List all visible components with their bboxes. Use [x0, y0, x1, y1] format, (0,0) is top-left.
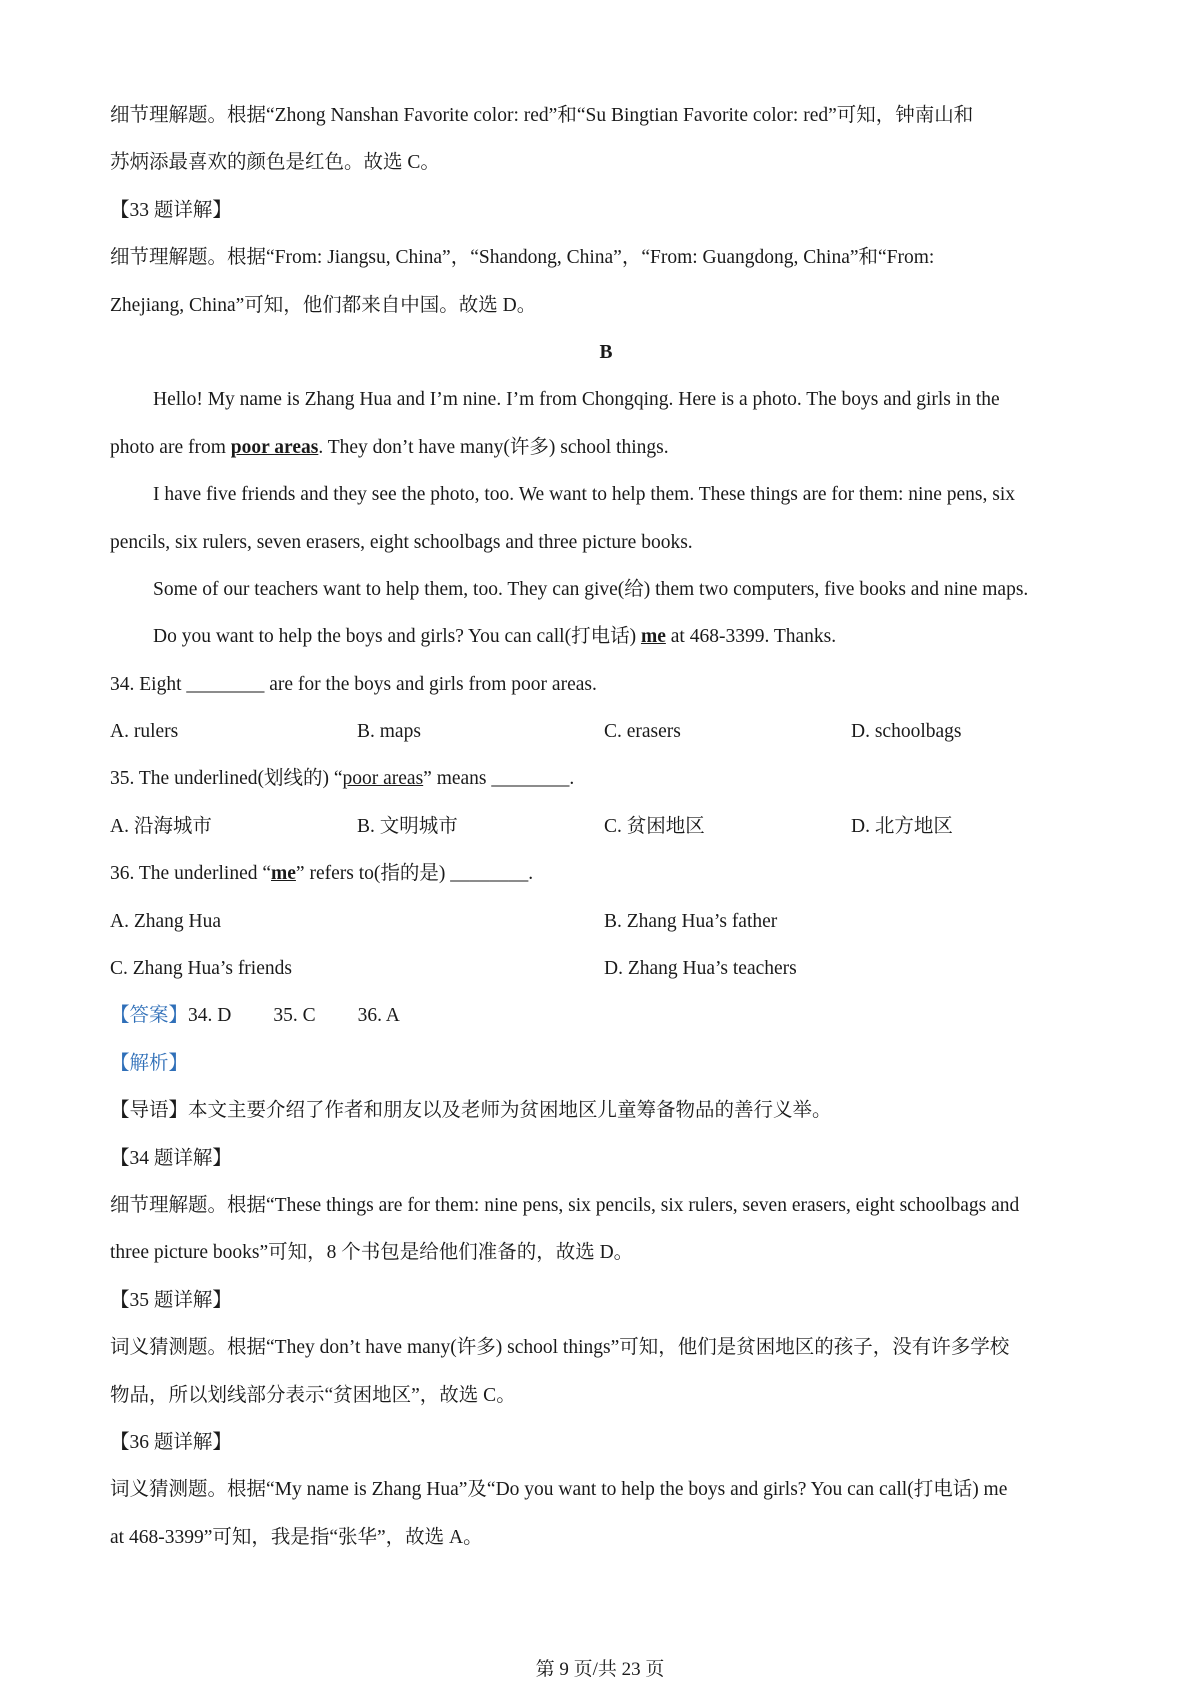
document-body: [110, 92, 1102, 1561]
explanation-line: 物品，所以划线部分表示“贫困地区”，故选 C。: [110, 1384, 516, 1406]
question-34-options: [110, 708, 1102, 755]
option-d: D. schoolbags: [851, 721, 962, 743]
option-a: A. Zhang Hua: [110, 910, 222, 932]
passage-text: Do you want to help the boys and girls? You can call(打电话): [153, 626, 641, 648]
passage-line: Hello! My name is Zhang Hua and I’m nine. I’m from Chongqing. Here is a photo. The boys and girls in the: [153, 389, 1000, 411]
question-36-options-row1: [110, 898, 1102, 945]
underlined-phrase-poor-areas: poor areas: [230, 436, 319, 458]
option-b: B. maps: [357, 721, 421, 743]
answer-label: 【答案】: [110, 1005, 189, 1027]
underlined-word-me: me: [640, 626, 666, 648]
question-35-options: [110, 803, 1102, 850]
paragraph-line: 细节理解题。根据“Zhong Nanshan Favorite color: red”和“Su Bingtian Favorite color: red”可知，钟南山和: [110, 105, 974, 126]
option-c: C. erasers: [604, 721, 681, 743]
passage-text: . They don’t have many(许多) school things.: [318, 436, 669, 458]
explanation-line: 词义猜测题。根据“My name is Zhang Hua”及“Do you want to help the boys and girls? You can call(打电话) me: [110, 1479, 1008, 1501]
answer-line: [110, 992, 1102, 1039]
option-d: D. 北方地区: [851, 815, 953, 837]
passage-line: [110, 613, 1102, 660]
stem-text: ” means ________.: [423, 768, 575, 790]
option-a: A. rulers: [110, 721, 179, 743]
option-c: C. Zhang Hua’s friends: [110, 958, 292, 980]
question-35-stem: [110, 755, 1102, 802]
stem-text: 35. The underlined(划线的) “: [110, 768, 343, 790]
passage-text: photo are from: [110, 436, 231, 458]
heading-q36: 【36 题详解】: [110, 1431, 232, 1453]
question-34-stem: 34. Eight ________ are for the boys and girls from poor areas.: [110, 673, 597, 695]
analysis-label: 【解析】: [110, 1052, 189, 1074]
heading-q35: 【35 题详解】: [110, 1289, 232, 1311]
option-c: C. 贫困地区: [604, 815, 705, 837]
option-d: D. Zhang Hua’s teachers: [604, 958, 797, 980]
passage-line: [110, 424, 1102, 471]
heading-q34: 【34 题详解】: [110, 1147, 232, 1169]
stem-text: ” refers to(指的是) ________.: [295, 863, 534, 885]
answer-35: 35. C: [273, 1005, 316, 1027]
explanation-line: three picture books”可知，8 个书包是给他们准备的，故选 D。: [110, 1242, 634, 1264]
option-b: B. 文明城市: [357, 815, 458, 837]
passage-line: Some of our teachers want to help them, too. They can give(给) them two computers, five books and nine maps.: [153, 578, 1029, 600]
underlined-phrase: poor areas: [342, 768, 424, 790]
option-b: B. Zhang Hua’s father: [604, 910, 778, 932]
explanation-line: at 468-3399”可知，我是指“张华”，故选 A。: [110, 1526, 483, 1548]
underlined-word: me: [271, 863, 296, 885]
answer-36: 36. A: [357, 1005, 400, 1027]
page-number: 第 9 页/共 23 页: [535, 1659, 665, 1680]
paragraph-line: 苏炳添最喜欢的颜色是红色。故选 C。: [110, 152, 440, 174]
option-a: A. 沿海城市: [110, 815, 212, 837]
answer-34: 34. D: [188, 1005, 232, 1027]
passage-text: at 468-3399. Thanks.: [665, 626, 837, 648]
question-36-stem: [110, 850, 1102, 897]
heading-q33: 【33 题详解】: [110, 199, 232, 221]
passage-line: I have five friends and they see the photo, too. We want to help them. These things are for them: nine pens, six: [153, 484, 1015, 506]
question-36-options-row2: [110, 945, 1102, 992]
paragraph-line: Zhejiang, China”可知，他们都来自中国。故选 D。: [110, 294, 537, 316]
explanation-line: 细节理解题。根据“These things are for them: nine pens, six pencils, six rulers, seven erasers, eight schoolbags and: [110, 1194, 1020, 1216]
stem-text: 36. The underlined “: [110, 863, 272, 885]
section-title: B: [599, 341, 613, 363]
paragraph-line: 细节理解题。根据“From: Jiangsu, China”，“Shandong, China”，“From: Guangdong, China”和“From:: [110, 247, 935, 269]
passage-line: pencils, six rulers, seven erasers, eight schoolbags and three picture books.: [110, 531, 693, 553]
explanation-line: 词义猜测题。根据“They don’t have many(许多) school things”可知，他们是贫困地区的孩子，没有许多学校: [110, 1337, 1010, 1359]
guide-line: 【导语】本文主要介绍了作者和朋友以及老师为贫困地区儿童筹备物品的善行义举。: [110, 1100, 832, 1122]
